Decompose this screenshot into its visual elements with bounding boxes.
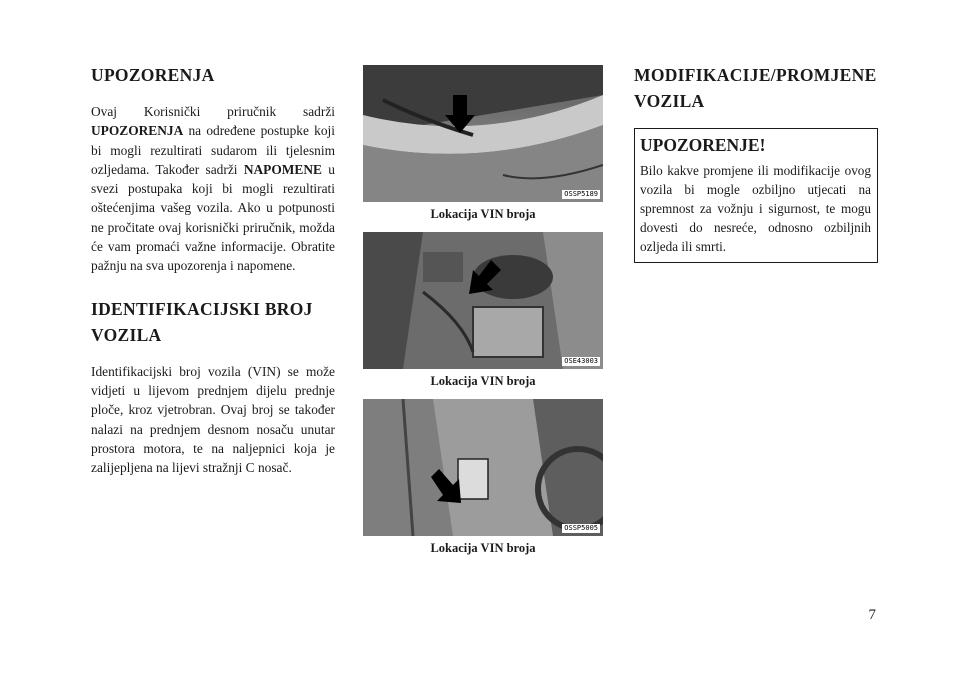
image-code: OSSP5189 [564,190,598,198]
intro-bold-upozorenja: UPOZORENJA [91,123,184,139]
intro-bold-napomene: NAPOMENE [243,161,322,177]
left-column [91,62,335,477]
middle-column [363,65,603,556]
c-pillar-vin-photo [363,399,603,536]
intro-text-mid: na određene postupke koji bi mogli rezultirati sudarom ili tjelesnim ozljedama. Također sadrži [91,123,335,177]
image-code: OSE43003 [564,357,598,365]
warning-title: UPOZORENJE! [640,135,766,155]
engine-bay-vin-photo [363,232,603,369]
intro-text-start: Ovaj Korisnički priručnik sadrži [91,104,335,119]
heading-modifikacije: MODIFIKACIJE/PROMJENE VOZILA [634,65,877,111]
paragraph-intro [91,102,335,276]
caption-1: Lokacija VIN broja [430,207,536,221]
right-column [634,62,878,263]
windshield-vin-photo [363,65,603,202]
image-code: OSSP5005 [564,524,598,532]
heading-upozorenja: UPOZORENJA [91,65,215,85]
heading-vin: IDENTIFIKACIJSKI BROJ VOZILA [91,298,313,345]
warning-text: Bilo kakve promjene ili modifikacije ovog vozila bi mogle ozbiljno utjecati na spremnost za vožnju i sigurnost, te mogu dovesti do nesreće, odnosno ozbiljnih ozljeda ili smrti. [640,163,871,254]
caption-3: Lokacija VIN broja [430,541,536,555]
caption-2: Lokacija VIN broja [430,374,536,388]
intro-text-end: u svezi postupaka koji bi mogli rezultirati oštećenjima vašeg vozila. Ako u potpunosti ne pročitate ovaj korisnički priručnik, možda će vam promaći važne informacije. Obratite pažnju na sva upozorenja i napomene. [91,161,335,274]
page-number: 7 [868,607,876,623]
paragraph-vin: Identifikacijski broj vozila (VIN) se može vidjeti u lijevom prednjem dijelu prednje ploče, kroz vjetrobran. Ovaj broj se također nalazi na prednjem desnom nosaču unutar prostora motora, te na naljepnici koja je zalijepljena na lijevi stražnji C nosač. [91,363,335,476]
warning-box [634,128,878,263]
